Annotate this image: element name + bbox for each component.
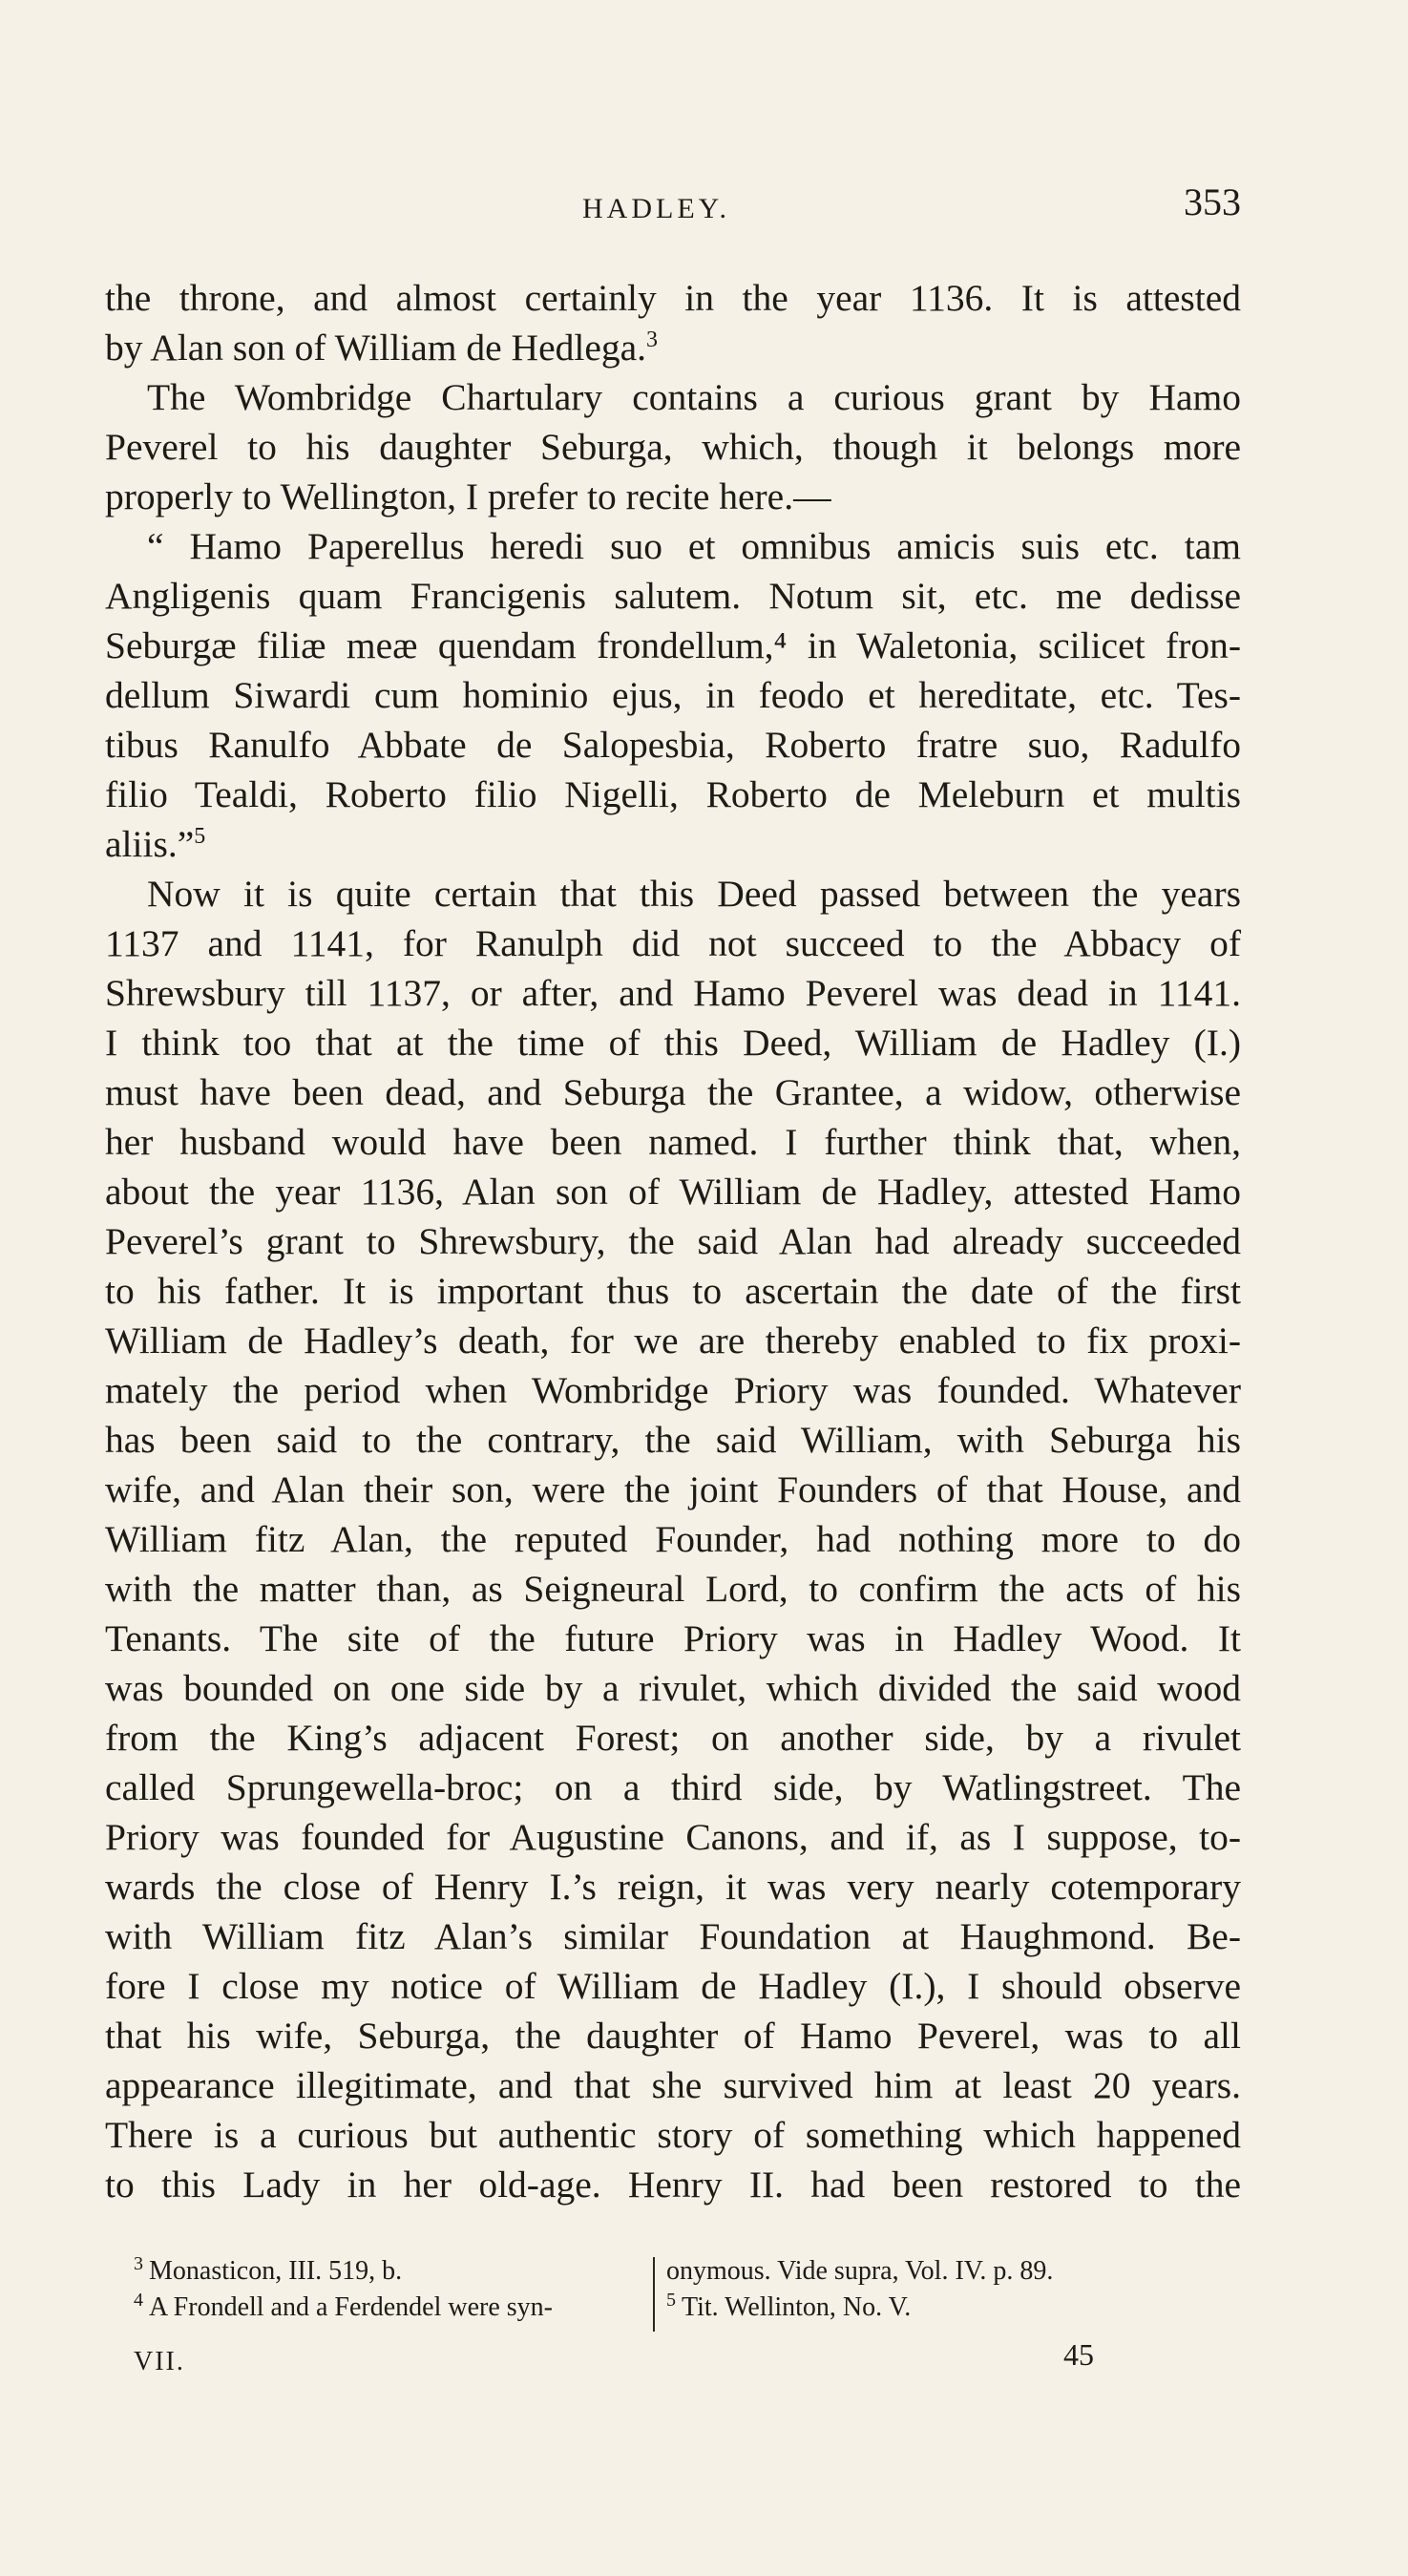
running-head: HADLEY. xyxy=(582,193,730,224)
page-number: 353 xyxy=(1184,180,1241,223)
text-line xyxy=(105,621,1241,670)
text-line xyxy=(105,1614,1241,1663)
text-line xyxy=(105,1465,1241,1514)
text-line xyxy=(105,819,1241,869)
text-line xyxy=(105,1663,1241,1713)
text-line xyxy=(105,1564,1241,1614)
line-text: her husband would have been named. I further think that, when, xyxy=(105,1121,1241,1163)
line-text: by Alan son of William de Hedlega. xyxy=(105,327,647,369)
footnote-marker: 3 xyxy=(646,327,659,352)
text-line xyxy=(105,273,1241,323)
signature-mark: VII. xyxy=(134,2347,185,2376)
text-line xyxy=(105,1911,1241,1961)
text-line xyxy=(105,869,1241,918)
page-header xyxy=(105,179,1241,237)
footnote-line xyxy=(105,2290,640,2326)
text-line xyxy=(105,1514,1241,1564)
line-text: properly to Wellington, I prefer to recite here.— xyxy=(105,475,831,517)
line-text: has been said to the contrary, the said William, with Seburga his xyxy=(105,1419,1241,1461)
text-line xyxy=(105,2060,1241,2110)
text-line xyxy=(105,571,1241,621)
text-line xyxy=(105,1266,1241,1316)
footnote-number: 5 xyxy=(666,2289,676,2311)
line-text: to his father. It is important thus to ascertain the date of the first xyxy=(105,1270,1241,1312)
text-line xyxy=(105,1415,1241,1465)
footnote-number: 3 xyxy=(134,2252,143,2274)
text-line xyxy=(105,2160,1241,2209)
line-text: tibus Ranulfo Abbate de Salopesbia, Roberto fratre suo, Radulfo xyxy=(105,724,1241,766)
line-text: wife, and Alan their son, were the joint Founders of that House, and xyxy=(105,1468,1241,1510)
line-text: aliis.” xyxy=(105,823,195,865)
line-text: with William fitz Alan’s similar Foundation at Haughmond. Be- xyxy=(105,1915,1241,1957)
text-line xyxy=(105,323,1241,372)
footnote-marker: 5 xyxy=(194,823,206,849)
line-text: appearance illegitimate, and that she survived him at least 20 years. xyxy=(105,2064,1241,2106)
text-line xyxy=(105,918,1241,968)
line-text: Peverel to his daughter Seburga, which, though it belongs more xyxy=(105,426,1241,468)
body-text xyxy=(105,273,1241,2209)
line-text: from the King’s adjacent Forest; on another side, by a rivulet xyxy=(105,1717,1241,1759)
text-line xyxy=(105,422,1241,472)
text-line xyxy=(105,472,1241,521)
text-line xyxy=(105,968,1241,1018)
footnote-line xyxy=(666,2290,1241,2326)
line-text: I think too that at the time of this Deed, William de Hadley (I.) xyxy=(105,1022,1241,1064)
text-line xyxy=(105,1365,1241,1415)
text-line xyxy=(105,1812,1241,1862)
text-line xyxy=(105,670,1241,720)
text-line xyxy=(105,1067,1241,1117)
line-text: dellum Siwardi cum hominio ejus, in feodo et hereditate, etc. Tes- xyxy=(105,674,1241,716)
text-line xyxy=(105,720,1241,770)
text-line xyxy=(105,2011,1241,2060)
line-text: about the year 1136, Alan son of William de Hadley, attested Hamo xyxy=(105,1171,1241,1213)
footnote-text: Tit. Wellinton, No. V. xyxy=(682,2292,912,2322)
text-line xyxy=(105,1216,1241,1266)
line-text: the throne, and almost certainly in the year 1136. It is attested xyxy=(105,277,1241,319)
line-text: The Wombridge Chartulary contains a curious grant by Hamo xyxy=(147,376,1241,418)
text-line xyxy=(105,372,1241,422)
text-line xyxy=(105,521,1241,571)
text-line xyxy=(105,770,1241,819)
line-text: called Sprungewella-broc; on a third side, by Watlingstreet. The xyxy=(105,1766,1241,1808)
line-text: Now it is quite certain that this Deed passed between the years xyxy=(147,873,1241,915)
text-line xyxy=(105,1117,1241,1167)
text-line xyxy=(105,1018,1241,1067)
line-text: to this Lady in her old-age. Henry II. had been restored to the xyxy=(105,2164,1241,2206)
footnote-number: 4 xyxy=(134,2289,143,2311)
line-text: William fitz Alan, the reputed Founder, had nothing more to do xyxy=(105,1518,1241,1560)
footnotes-left-column xyxy=(105,2253,640,2326)
line-text: filio Tealdi, Roberto filio Nigelli, Roberto de Meleburn et multis xyxy=(105,773,1241,815)
text-line xyxy=(105,1862,1241,1911)
line-text: Tenants. The site of the future Priory was in Hadley Wood. It xyxy=(105,1617,1241,1659)
line-text: mately the period when Wombridge Priory was founded. Whatever xyxy=(105,1369,1241,1411)
line-text: 1137 and 1141, for Ranulph did not succeed to the Abbacy of xyxy=(105,922,1241,964)
text-line xyxy=(105,1316,1241,1365)
footnote-text: A Frondell and a Ferdendel were syn- xyxy=(149,2292,553,2322)
footnote-text: Monasticon, III. 519, b. xyxy=(149,2256,403,2286)
line-text: with the matter than, as Seigneural Lord, to confirm the acts of his xyxy=(105,1568,1241,1610)
line-text: Priory was founded for Augustine Canons, and if, as I suppose, to- xyxy=(105,1816,1241,1858)
line-text: wards the close of Henry I.’s reign, it was very nearly cotemporary xyxy=(105,1866,1241,1908)
footnote-line xyxy=(105,2253,640,2290)
line-text: Angligenis quam Francigenis salutem. Notum sit, etc. me dedisse xyxy=(105,575,1241,617)
line-text: was bounded on one side by a rivulet, which divided the said wood xyxy=(105,1667,1241,1709)
line-text: There is a curious but authentic story of something which happened xyxy=(105,2114,1241,2156)
line-text: William de Hadley’s death, for we are thereby enabled to fix proxi- xyxy=(105,1320,1241,1362)
footnote-line xyxy=(666,2253,1241,2290)
footnote-column-divider xyxy=(653,2257,655,2332)
text-line xyxy=(105,1167,1241,1216)
line-text: fore I close my notice of William de Hadley (I.), I should observe xyxy=(105,1965,1241,2007)
line-text: “ Hamo Paperellus heredi suo et omnibus amicis suis etc. tam xyxy=(147,525,1241,567)
line-text: Peverel’s grant to Shrewsbury, the said Alan had already succeeded xyxy=(105,1220,1241,1262)
footnotes xyxy=(105,2253,1241,2349)
line-text: that his wife, Seburga, the daughter of Hamo Peverel, was to all xyxy=(105,2015,1241,2057)
footnotes-right-column xyxy=(666,2253,1241,2326)
gathering-number: 45 xyxy=(1063,2337,1094,2372)
line-text: Seburgæ filiæ meæ quendam frondellum,⁴ in Waletonia, scilicet fron- xyxy=(105,624,1241,666)
text-line xyxy=(105,1763,1241,1812)
text-line xyxy=(105,2110,1241,2160)
text-line xyxy=(105,1961,1241,2011)
line-text: must have been dead, and Seburga the Grantee, a widow, otherwise xyxy=(105,1071,1241,1113)
line-text: Shrewsbury till 1137, or after, and Hamo Peverel was dead in 1141. xyxy=(105,972,1241,1014)
footnote-text: onymous. Vide supra, Vol. IV. p. 89. xyxy=(666,2256,1054,2286)
text-line xyxy=(105,1713,1241,1763)
